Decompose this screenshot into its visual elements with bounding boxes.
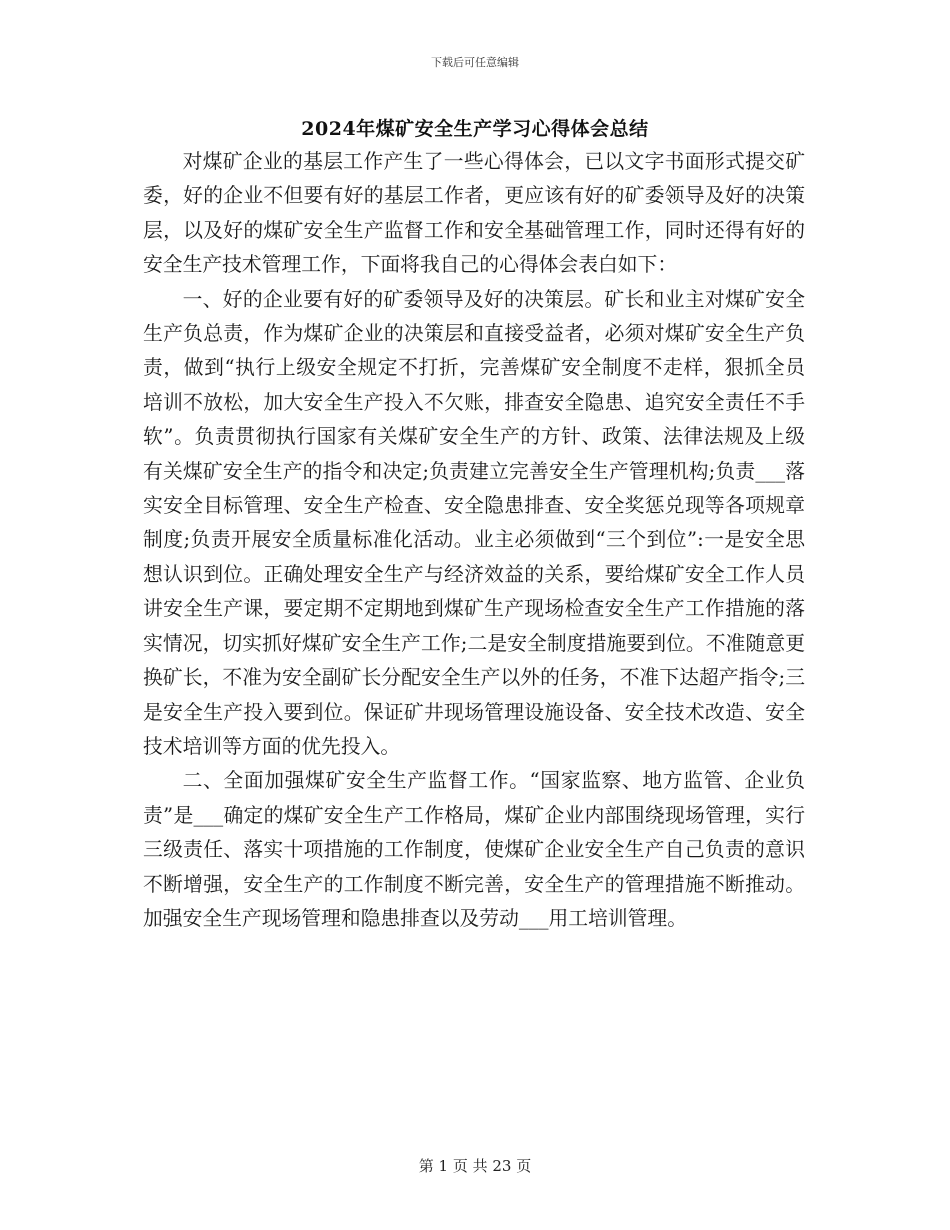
paragraph-section-two: 二、全面加强煤矿安全生产监督工作。“国家监察、地方监管、企业负责”是___确定的煤矿安全生产工作格局，煤矿企业内部围绕现场管理，实行三级责任、落实十项措施的工作制度，使煤矿企业安全生产自己负责的意识不断增强，安全生产的工作制度不断完善，安全生产的管理措施不断推动。加强安全生产现场管理和隐患排查以及劳动___用工培训管理。	[143, 769, 805, 930]
document-body	[143, 145, 805, 936]
page-number-footer: 第 1 页 共 23 页	[418, 1157, 532, 1175]
header-note: 下载后可任意编辑	[431, 56, 519, 69]
paragraph-intro: 对煤矿企业的基层工作产生了一些心得体会，已以文字书面形式提交矿委，好的企业不但要有好的基层工作者，更应该有好的矿委领导及好的决策层，以及好的煤矿安全生产监督工作和安全基础管理工作，同时还得有好的安全生产技术管理工作，下面将我自己的心得体会表白如下：	[143, 150, 805, 277]
document-title: 2024年煤矿安全生产学习心得体会总结	[301, 118, 649, 140]
paragraph-section-one: 一、好的企业要有好的矿委领导及好的决策层。矿长和业主对煤矿安全生产负总责，作为煤矿企业的决策层和直接受益者，必须对煤矿安全生产负责，做到“执行上级安全规定不打折，完善煤矿安全制度不走样，狠抓全员培训不放松，加大安全生产投入不欠账，排查安全隐患、追究安全责任不手软”。负责贯彻执行国家有关煤矿安全生产的方针、政策、法律法规及上级有关煤矿安全生产的指令和决定;负责建立完善安全生产管理机构;负责___落实安全目标管理、安全生产检查、安全隐患排查、安全奖惩兑现等各项规章制度;负责开展安全质量标准化活动。业主必须做到“三个到位”:一是安全思想认识到位。正确处理安全生产与经济效益的关系，要给煤矿安全工作人员讲安全生产课，要定期不定期地到煤矿生产现场检查安全生产工作措施的落实情况，切实抓好煤矿安全生产工作;二是安全制度措施要到位。不准随意更换矿长，不准为安全副矿长分配安全生产以外的任务，不准下达超产指令;三是安全生产投入要到位。保证矿井现场管理设施设备、安全技术改造、安全技术培训等方面的优先投入。	[143, 287, 805, 758]
